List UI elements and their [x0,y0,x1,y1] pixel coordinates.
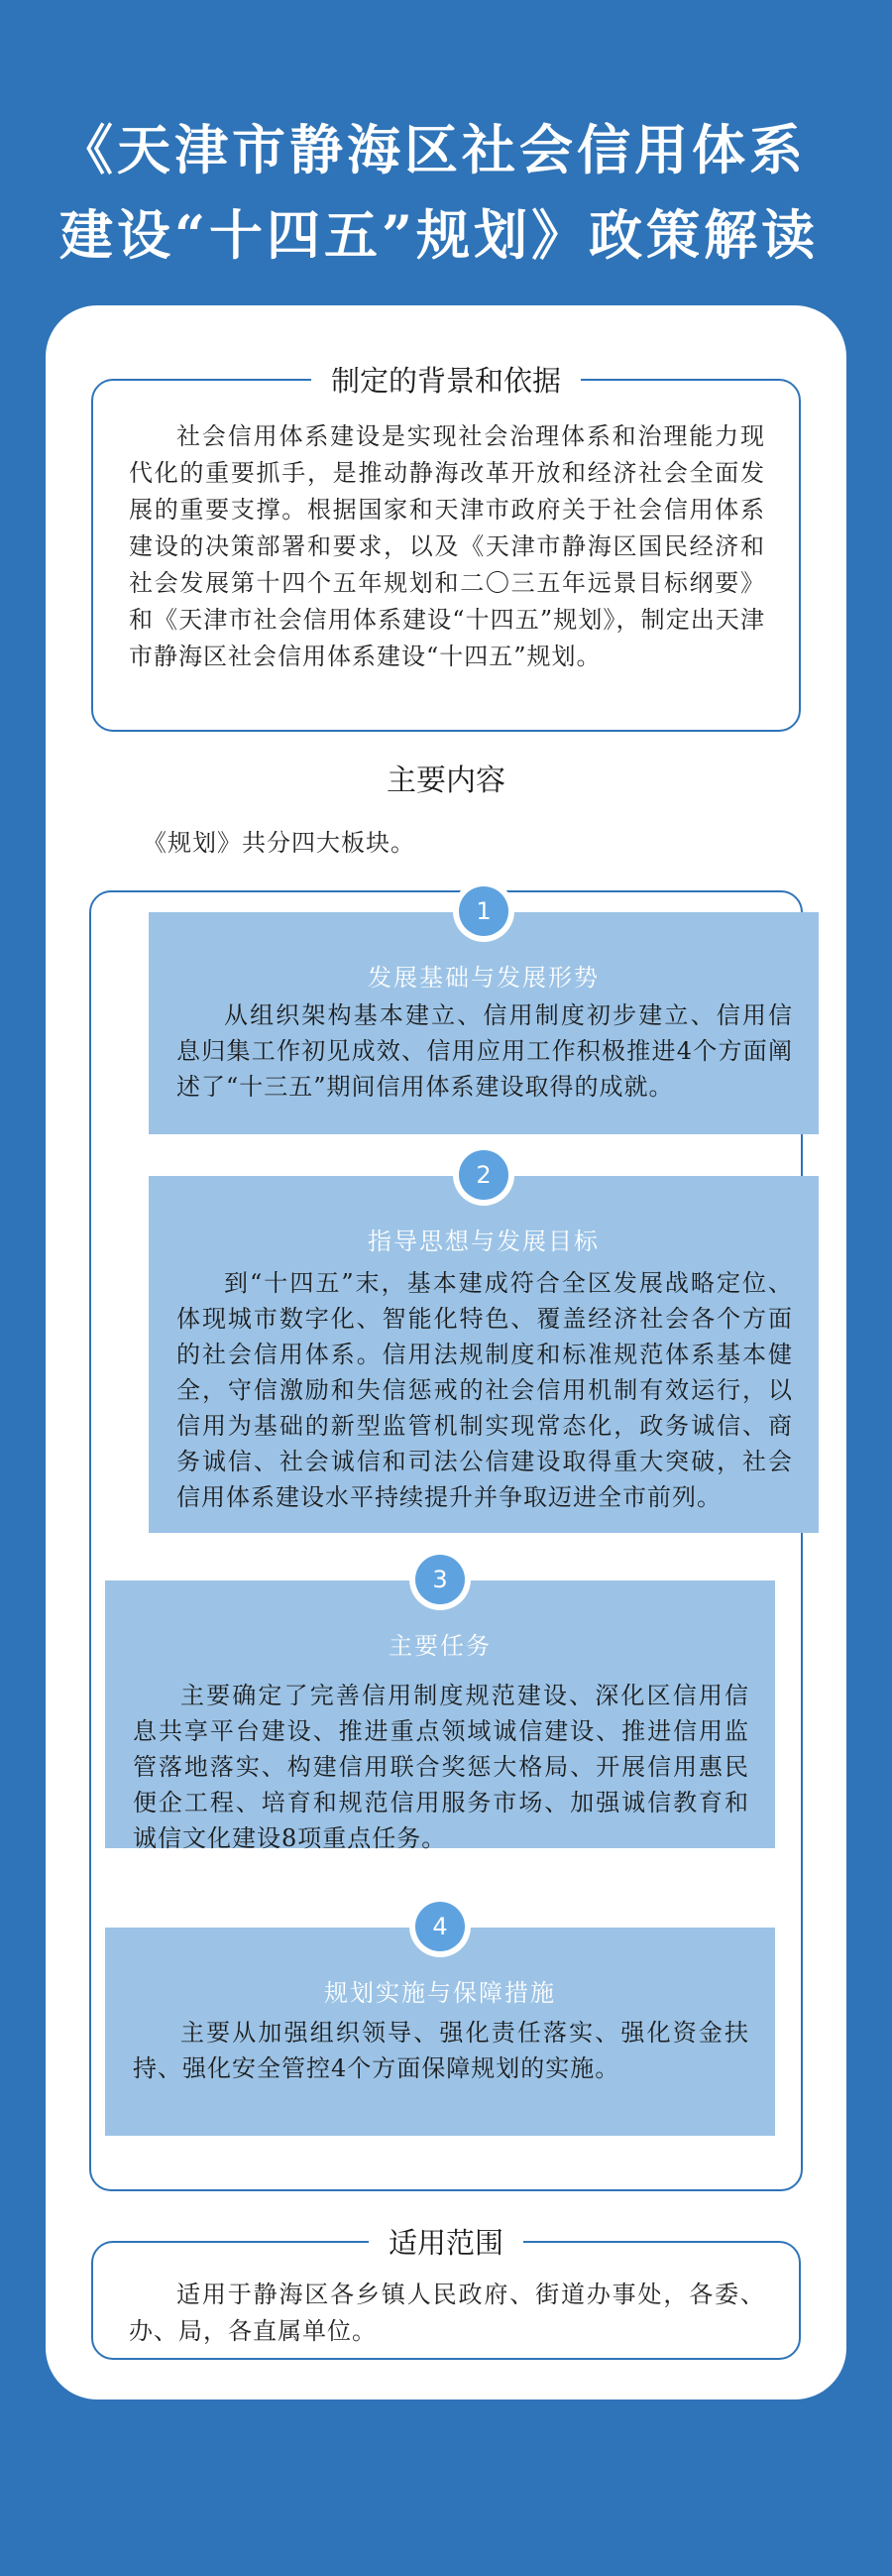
section-number-badge [453,1144,514,1206]
section-text: 主要确定了完善信用制度规范建设、深化区信用信息共享平台建设、推进重点领域诚信建设、推进信用监管落地落实、构建信用联合奖惩大格局、开展信用惠民便企工程、培育和规范信用服务市场、加强诚信教育和诚信文化建设8项重点任务。 [133,1682,749,1852]
scope-title: 适用范围 [369,2221,523,2262]
section-2 [149,1161,819,1533]
section-title: 发展基础与发展形势 [368,964,600,992]
section-title: 主要任务 [389,1632,492,1660]
scope-text: 适用于静海区各乡镇人民政府、街道办事处，各委、办、局，各直属单位。 [129,2281,765,2345]
section-number: 4 [415,1902,465,1951]
section-number: 1 [459,886,508,936]
section-text: 从组织架构基本建立、信用制度初步建立、信用信息归集工作初见成效、信用应用工作积极推进4个方面阐述了“十三五”期间信用体系建设取得的成就。 [176,1001,793,1101]
section-text: 主要从加强组织领导、强化责任落实、强化资金扶持、强化安全管控4个方面保障规划的实施。 [133,2019,749,2082]
content-card [46,305,846,2400]
section-number-badge [409,1896,471,1957]
background-box [91,364,801,732]
section-number-badge [453,880,514,942]
main-content-heading: 主要内容 [387,763,505,798]
section-number: 2 [459,1150,508,1200]
page-title: 《天津市静海区社会信用体系建设“十四五”规划》政策解读 [59,118,820,267]
main-content-box [89,890,803,2191]
section-4 [105,1913,775,2136]
section-number-badge [409,1549,471,1610]
section-1 [149,897,819,1134]
section-text: 到“十四五”末，基本建成符合全区发展战略定位、体现城市数字化、智能化特色、覆盖经济社会各个方面的社会信用体系。信用法规制度和标准规范体系基本健全，守信激励和失信惩戒的社会信用机制有效运行，以信用为基础的新型监管机制实现常态化，政务诚信、商务诚信、社会诚信和司法公信建设取得重大突破，社会信用体系建设水平持续提升并争取迈进全市前列。 [176,1269,793,1511]
background-title: 制定的背景和依据 [311,359,581,400]
background-text: 社会信用体系建设是实现社会治理体系和治理能力现代化的重要抓手，是推动静海改革开放和经济社会全面发展的重要支撑。根据国家和天津市政府关于社会信用体系建设的决策部署和要求，以及《天津市静海区国民经济和社会发展第十四个五年规划和二〇三五年远景目标纲要》和《天津市社会信用体系建设“十四五”规划》，制定出天津市静海区社会信用体系建设“十四五”规划。 [129,422,765,670]
section-title: 指导思想与发展目标 [368,1228,600,1255]
main-content-intro: 《规划》共分四大板块。 [143,829,415,857]
section-title: 规划实施与保障措施 [324,1979,556,2007]
section-3 [105,1566,775,1852]
scope-box [91,2226,801,2360]
section-number: 3 [415,1555,465,1604]
